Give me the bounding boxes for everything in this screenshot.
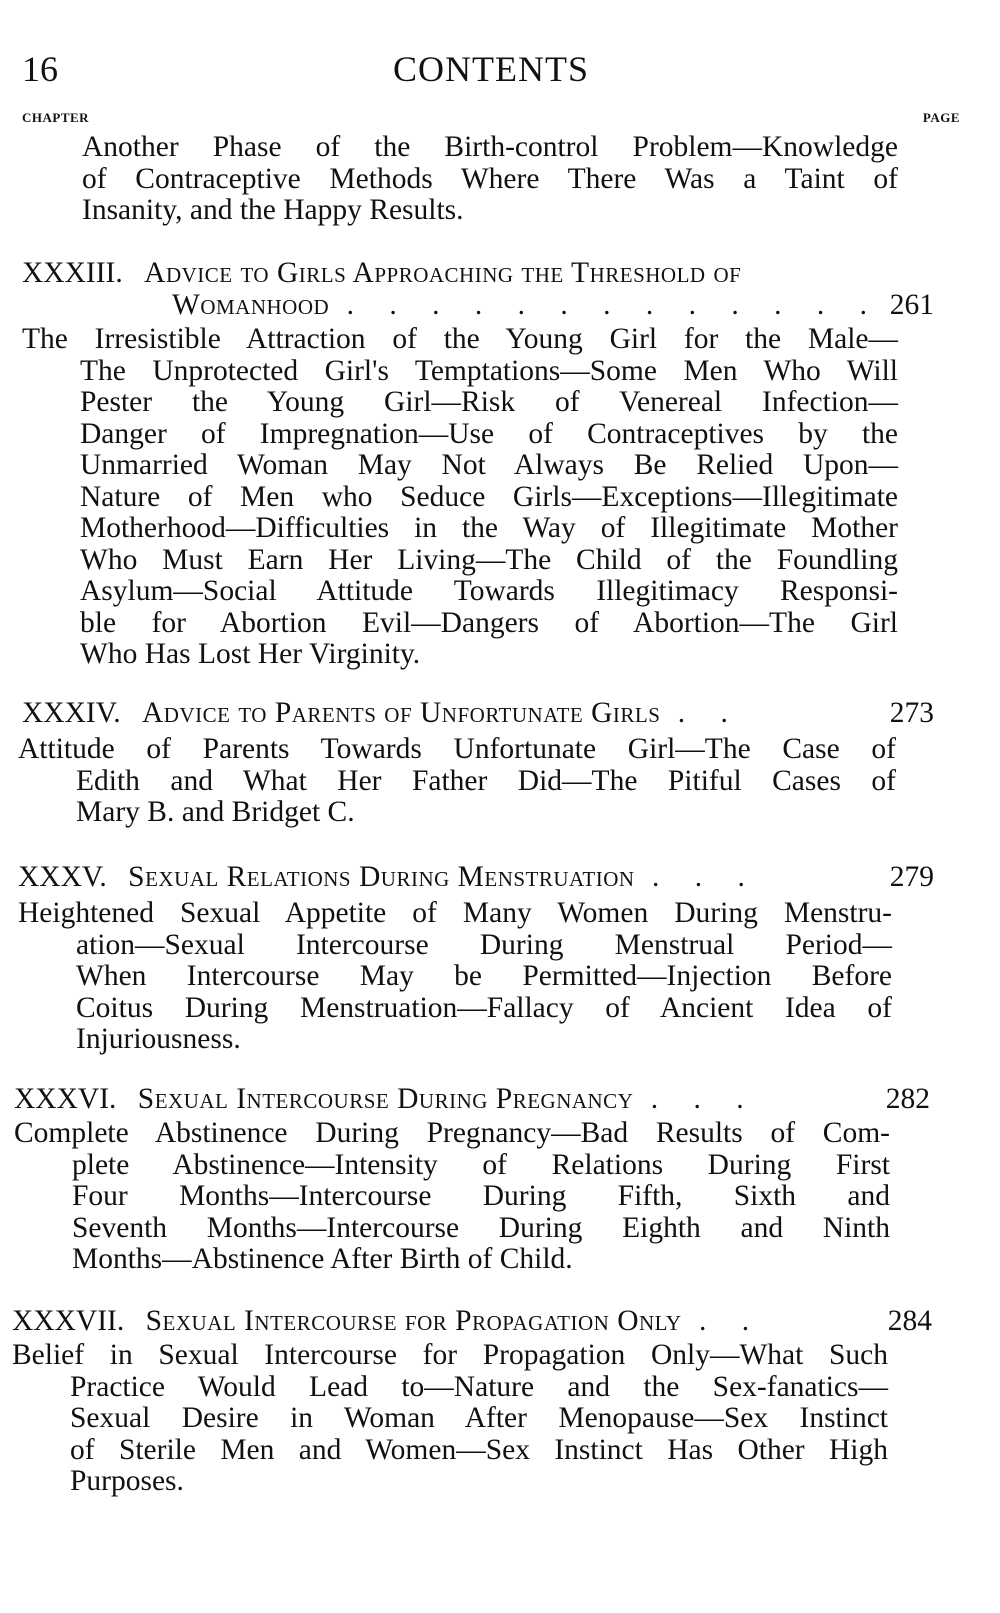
chapter-title: Sexual Relations During Menstruation — [128, 861, 635, 893]
chapter-heading-xxxvi — [14, 1084, 930, 1116]
page-header — [22, 48, 960, 96]
page-label: PAGE — [922, 110, 960, 125]
chapter-number: XXXVII. — [12, 1305, 125, 1337]
summary-line: of Contraceptive Methods Where There Was a Taint of — [82, 162, 898, 195]
chapter-page: 282 — [885, 1083, 930, 1115]
chapter-heading-xxxiii — [22, 258, 934, 290]
leader-dots: . . . . . . . . . . . . . — [346, 289, 881, 321]
intro-summary — [82, 132, 898, 227]
summary-line: The Irresistible Attraction of the Young Girl for the Male— — [22, 323, 898, 355]
summary-line: Nature of Men who Seduce Girls—Exceptions—Illegitimate — [80, 480, 898, 513]
summary-line: Four Months—Intercourse During Fifth, Sixth and — [72, 1180, 890, 1212]
running-title: CONTENTS — [393, 49, 589, 89]
summary-line: Asylum—Social Attitude Towards Illegitimacy Responsi- — [80, 575, 898, 607]
summary-line: Heightened Sexual Appetite of Many Women During Menstru- — [18, 897, 892, 929]
leader-dots: . . . — [651, 861, 759, 893]
chapter-summary-xxxiii — [22, 324, 898, 671]
chapter-title: Sexual Intercourse During Pregnancy — [137, 1083, 634, 1115]
chapter-heading-xxxiii-cont — [172, 290, 934, 322]
summary-line: ble for Abortion Evil—Dangers of Abortion—The Girl — [80, 606, 898, 639]
chapter-page: 279 — [889, 861, 934, 893]
summary-line: The Unprotected Girl's Temptations—Some Men Who Will — [80, 354, 898, 387]
summary-line: Injuriousness. — [76, 1023, 241, 1055]
chapter-number: XXXV. — [18, 861, 107, 893]
chapter-summary-xxxvii — [12, 1340, 888, 1498]
summary-line: Who Has Lost Her Virginity. — [80, 638, 421, 670]
chapter-page: 284 — [887, 1305, 932, 1337]
chapter-number: XXXVI. — [14, 1083, 117, 1115]
summary-line: Who Must Earn Her Living—The Child of the Foundling — [80, 543, 898, 576]
summary-line: Sexual Desire in Woman After Menopause—Sex Instinct — [70, 1402, 888, 1434]
summary-line: Coitus During Menstruation—Fallacy of Ancient Idea of — [76, 991, 892, 1024]
chapter-summary-xxxvi — [14, 1118, 890, 1276]
chapter-heading-xxxv — [18, 862, 934, 894]
chapter-heading-xxxiv — [22, 698, 934, 730]
summary-line: Edith and What Her Father Did—The Pitiful Cases of — [76, 764, 896, 797]
summary-line: plete Abstinence—Intensity of Relations During First — [72, 1148, 890, 1181]
summary-line: Attitude of Parents Towards Unfortunate Girl—The Case of — [18, 733, 896, 765]
summary-line: Months—Abstinence After Birth of Child. — [72, 1243, 573, 1275]
chapter-summary-xxxiv — [18, 734, 896, 829]
summary-line: Belief in Sexual Intercourse for Propagation Only—What Such — [12, 1339, 888, 1371]
leader-dots: . . — [677, 697, 742, 729]
summary-line: Practice Would Lead to—Nature and the Sex-fanatics— — [70, 1370, 888, 1403]
chapter-number: XXXIII. — [22, 257, 123, 289]
summary-line: When Intercourse May be Permitted—Injection Before — [76, 960, 892, 992]
chapter-number: XXXIV. — [22, 697, 121, 729]
chapter-title: Sexual Intercourse for Propagation Only — [145, 1305, 682, 1337]
summary-line: Purposes. — [70, 1465, 184, 1497]
summary-line: Another Phase of the Birth-control Problem—Knowledge — [82, 131, 898, 163]
chapter-heading-xxxvii — [12, 1306, 932, 1338]
summary-line: Motherhood—Difficulties in the Way of Illegitimate Mother — [80, 512, 898, 544]
chapter-page: 273 — [889, 697, 934, 729]
chapter-page: 261 — [889, 289, 934, 321]
chapter-label: CHAPTER — [22, 110, 90, 125]
summary-line: Seventh Months—Intercourse During Eighth and Ninth — [72, 1211, 890, 1244]
chapter-title: Advice to Girls Approaching the Threshold of — [144, 257, 742, 289]
chapter-title-cont: Womanhood — [172, 289, 330, 321]
leader-dots: . . — [698, 1305, 764, 1337]
summary-line: ation—Sexual Intercourse During Menstrual Period— — [76, 928, 892, 961]
chapter-summary-xxxv — [18, 898, 892, 1056]
summary-line: Danger of Impregnation—Use of Contraceptives by the — [80, 417, 898, 450]
leader-dots: . . . — [650, 1083, 758, 1115]
summary-line: of Sterile Men and Women—Sex Instinct Has Other High — [70, 1433, 888, 1466]
column-labels — [22, 110, 960, 126]
chapter-title: Advice to Parents of Unfortunate Girls — [142, 697, 661, 729]
summary-line: Complete Abstinence During Pregnancy—Bad Results of Com- — [14, 1117, 890, 1149]
summary-line: Mary B. and Bridget C. — [76, 796, 355, 828]
summary-line: Insanity, and the Happy Results. — [82, 194, 464, 226]
summary-line: Pester the Young Girl—Risk of Venereal Infection— — [80, 386, 898, 418]
summary-line: Unmarried Woman May Not Always Be Relied Upon— — [80, 449, 898, 481]
page-number: 16 — [22, 49, 58, 89]
